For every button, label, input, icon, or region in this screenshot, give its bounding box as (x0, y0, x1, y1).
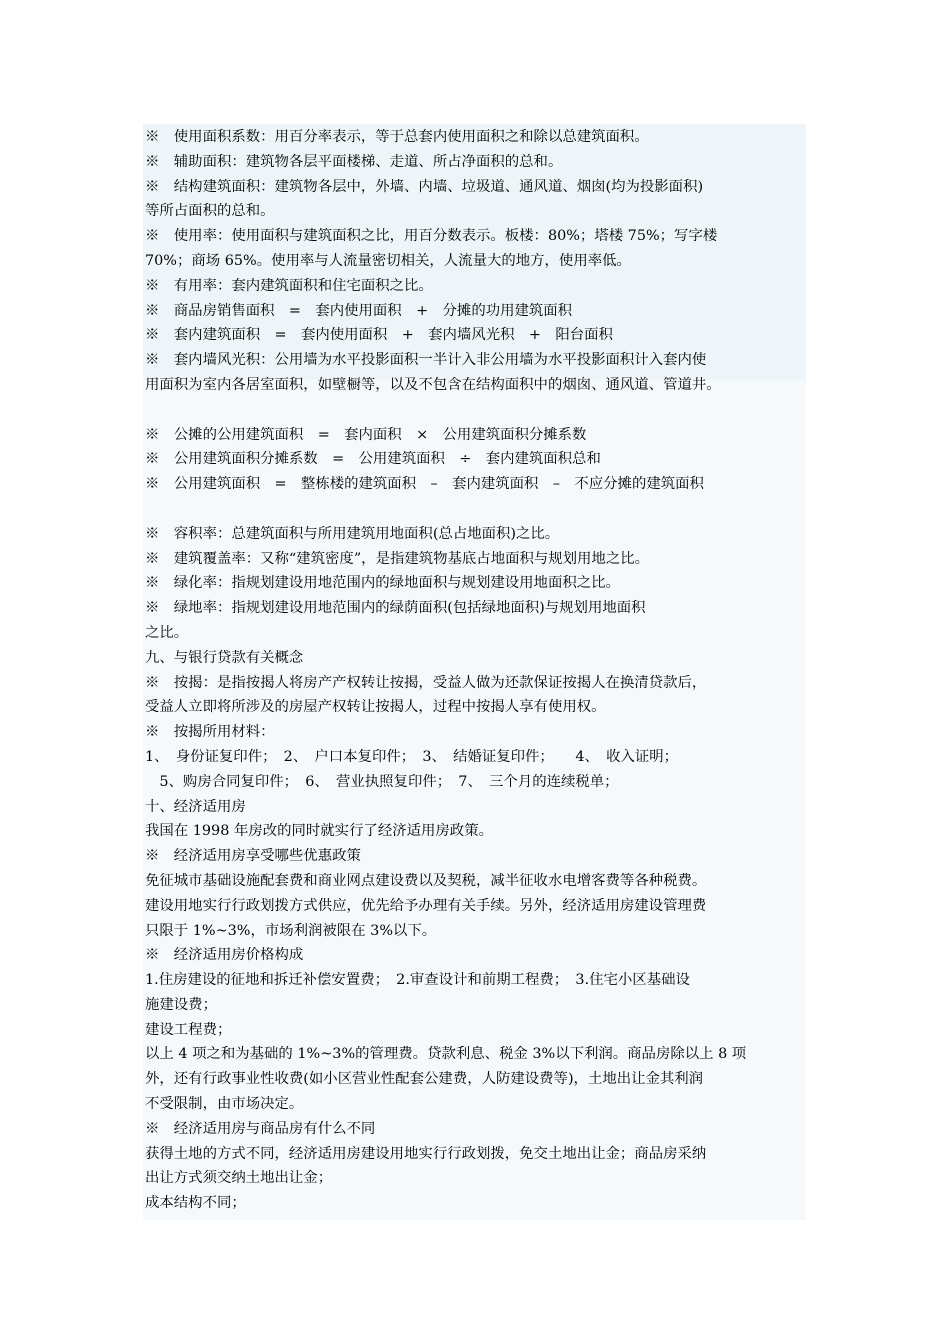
text-line: 建设用地实行行政划拨方式供应，优先给予办理有关手续。另外，经济适用房建设管理费 (145, 897, 707, 914)
text-line: 受益人立即将所涉及的房屋产权转让按揭人，过程中按揭人享有使用权。 (145, 699, 606, 716)
text-line: ※ 经济适用房价格构成 (145, 947, 304, 964)
text-line: ※ 公用建筑面积分摊系数 = 公用建筑面积 ÷ 套内建筑面积总和 (145, 451, 601, 468)
text-line: ※ 绿化率：指规划建设用地范围内的绿地面积与规划建设用地面积之比。 (145, 575, 620, 592)
text-line: 十、经济适用房 (145, 798, 246, 815)
text-line: 出让方式须交纳土地出让金； (145, 1170, 333, 1187)
text-line: ※ 容积率：总建筑面积与所用建筑用地面积(总占地面积)之比。 (145, 525, 560, 542)
text-line: ※ 辅助面积：建筑物各层平面楼梯、走道、所占净面积的总和。 (145, 153, 563, 170)
text-line: 施建设费； (145, 996, 217, 1013)
text-line: ※ 使用率：使用面积与建筑面积之比，用百分数表示。板楼：80%；塔楼 75%；写字楼 (145, 228, 718, 245)
text-line (145, 398, 807, 423)
text-line: 九、与银行贷款有关概念 (145, 649, 304, 666)
text-line: ※ 按揭所用材料： (145, 724, 275, 741)
text-line (145, 497, 807, 522)
text-line: 以上 4 项之和为基础的 1%~3%的管理费。贷款利息、税金 3%以下利润。商品房除以上 8 项 (145, 1046, 747, 1063)
text-line: ※ 套内建筑面积 = 套内使用面积 + 套内墙风光积 + 阳台面积 (145, 327, 613, 344)
text-line: 外，还有行政事业性收费(如小区营业性配套公建费，人防建设费等)，土地出让金其利润 (145, 1071, 704, 1088)
text-line: ※ 有用率：套内建筑面积和住宅面积之比。 (145, 277, 433, 294)
text-line: ※ 经济适用房享受哪些优惠政策 (145, 848, 361, 865)
text-line: 成本结构不同； (145, 1195, 246, 1212)
text-line: ※ 绿地率：指规划建设用地范围内的绿荫面积(包括绿地面积)与规划用地面积 (145, 600, 646, 617)
text-line: ※ 结构建筑面积：建筑物各层中，外墙、内墙、垃圾道、通风道、烟囱(均为投影面积) (145, 178, 704, 195)
text-line: 建设工程费； (145, 1021, 232, 1038)
text-line: 不受限制，由市场决定。 (145, 1096, 304, 1113)
text-line: ※ 建筑覆盖率：又称“建筑密度”，是指建筑物基底占地面积与规划用地之比。 (145, 550, 649, 567)
text-line: 只限于 1%~3%，市场利润被限在 3%以下。 (145, 922, 437, 939)
text-line: 等所占面积的总和。 (145, 203, 275, 220)
text-line: ※ 经济适用房与商品房有什么不同 (145, 1120, 376, 1137)
text-line: 70%；商场 65%。使用率与人流量密切相关，人流量大的地方，使用率低。 (145, 252, 631, 269)
text-line: ※ 套内墙风光积：公用墙为水平投影面积一半计入非公用墙为水平投影面积计入套内使 (145, 352, 707, 369)
text-line: 之比。 (145, 624, 189, 641)
text-line: 我国在 1998 年房改的同时就实行了经济适用房政策。 (145, 823, 493, 840)
text-line: ※ 公摊的公用建筑面积 = 套内面积 × 公用建筑面积分摊系数 (145, 426, 587, 443)
text-line: 免征城市基础设施配套费和商业网点建设费以及契税，减半征收水电增客费等各种税费。 (145, 872, 707, 889)
document-body (145, 125, 807, 1216)
text-line: 1.住房建设的征地和拆迁补偿安置费； 2.审查设计和前期工程费； 3.住宅小区基础设 (145, 972, 690, 989)
text-line: ※ 按揭：是指按揭人将房产产权转让按揭，受益人做为还款保证按揭人在换清贷款后， (145, 674, 707, 691)
text-line: ※ 公用建筑面积 = 整栋楼的建筑面积 – 套内建筑面积 – 不应分摊的建筑面积 (145, 476, 704, 493)
text-line: ※ 使用面积系数：用百分率表示，等于总套内使用面积之和除以总建筑面积。 (145, 129, 649, 145)
text-line: 用面积为室内各居室面积，如壁橱等，以及不包含在结构面积中的烟囱、通风道、管道井。 (145, 376, 721, 393)
text-line: 5、购房合同复印件； 6、 营业执照复印件； 7、 三个月的连续税单； (145, 773, 619, 790)
text-line: 1、 身份证复印件； 2、 户口本复印件； 3、 结婚证复印件； 4、 收入证明； (145, 748, 679, 765)
text-line: 获得土地的方式不同，经济适用房建设用地实行行政划拨，免交土地出让金；商品房采纳 (145, 1145, 707, 1162)
text-line: ※ 商品房销售面积 = 套内使用面积 + 分摊的功用建筑面积 (145, 302, 573, 319)
